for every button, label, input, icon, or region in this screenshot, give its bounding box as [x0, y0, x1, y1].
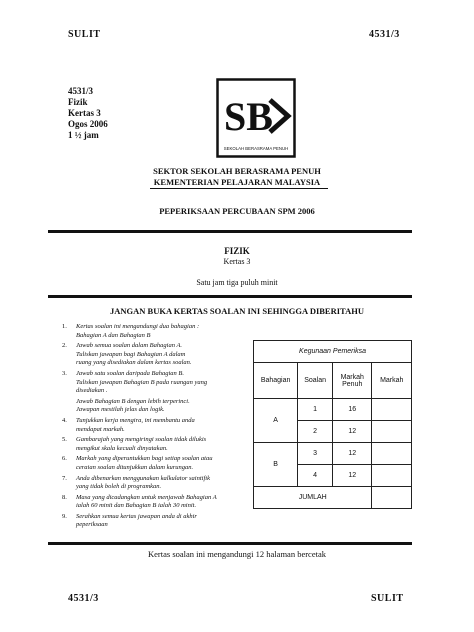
instruction-line: Tuliskan jawapan bagi Bahagian A dalam	[76, 350, 186, 358]
meta-subject: Fizik	[68, 97, 88, 107]
instruction-line: Masa yang dicadangkan untuk menjawab Bahagian A	[76, 493, 217, 501]
total-row	[254, 487, 412, 509]
instruction-line: Bahagian A dan Bahagian B	[76, 331, 151, 339]
col-header-marks: Markah	[372, 363, 412, 399]
question-cell: 2	[298, 421, 333, 443]
meta-duration: 1 ½ jam	[68, 130, 99, 140]
instruction-number: 4.	[62, 416, 67, 424]
mark-cell[interactable]	[372, 421, 412, 443]
full-mark-cell: 12	[332, 421, 372, 443]
col-header-question: Soalan	[298, 363, 333, 399]
instruction-line: Anda dibenarkan menggunakan kalkulator saintifik	[76, 474, 210, 482]
instruction-number: 2.	[62, 342, 67, 350]
logo-caption: SEKOLAH BERASRAMA PENUH	[223, 146, 289, 151]
subject-duration: Satu jam tiga puluh minit	[196, 278, 278, 287]
instruction-line: peperiksaan	[76, 521, 108, 529]
subject-paper: Kertas 3	[223, 257, 251, 266]
subject-name: FIZIK	[224, 246, 250, 256]
instruction-item	[62, 417, 248, 434]
instruction-number: 8.	[62, 493, 67, 501]
instruction-line: Kertas soalan ini mengandungi dua bahagian :	[76, 323, 200, 330]
full-mark-cell: 12	[332, 443, 372, 465]
section-cell: B	[254, 443, 298, 487]
question-cell: 1	[298, 399, 333, 421]
instruction-line: ruang yang disediakan dalam kertas soalan.	[76, 359, 192, 367]
meta-paper: Kertas 3	[68, 108, 101, 118]
instruction-number	[62, 398, 76, 415]
instruction-line: Serahkan semua kertas jawapan anda di akhir	[76, 512, 197, 520]
table-title: Kegunaan Pemeriksa	[254, 341, 412, 363]
instruction-number: 1.	[62, 323, 67, 330]
org-line-2: KEMENTERIAN PELAJARAN MALAYSIA	[153, 177, 321, 187]
instruction-item	[62, 370, 248, 396]
meta-code: 4531/3	[68, 86, 94, 96]
instruction-number: 6.	[62, 455, 67, 463]
table-row	[254, 399, 412, 421]
col-header-full: Markah Penuh	[332, 363, 372, 399]
instruction-item	[62, 436, 248, 453]
mark-cell[interactable]	[372, 443, 412, 465]
divider	[150, 188, 328, 189]
instruction-item	[62, 494, 248, 511]
instruction-item	[62, 342, 248, 368]
instruction-number: 3.	[62, 369, 67, 377]
examiner-table	[253, 340, 412, 509]
instruction-item	[62, 398, 248, 415]
total-label: JUMLAH	[254, 487, 372, 509]
full-mark-cell: 16	[332, 399, 372, 421]
instruction-line: Jawapan mestilah jelas dan logik.	[76, 406, 165, 414]
instruction-line: ialah 60 minit dan Bahagian B ialah 30 minit.	[76, 502, 197, 510]
header-right: 4531/3	[369, 29, 400, 40]
instruction-item	[62, 513, 248, 530]
footer-right: SULIT	[371, 593, 404, 604]
question-cell: 3	[298, 443, 333, 465]
total-mark-cell[interactable]	[372, 487, 412, 509]
section-cell: A	[254, 399, 298, 443]
instruction-item	[62, 323, 248, 340]
instruction-line: mengikut skala kecuali dinyatakan.	[76, 444, 168, 452]
logo-letters: SB	[224, 94, 273, 139]
instruction-number: 9.	[62, 512, 67, 520]
mark-cell[interactable]	[372, 399, 412, 421]
sbp-logo	[216, 78, 296, 158]
question-cell: 4	[298, 465, 333, 487]
footer-left: 4531/3	[68, 593, 99, 604]
instruction-line: ceraian soalan ditunjukkan dalam kurungan.	[76, 463, 194, 471]
instructions-list	[62, 323, 248, 532]
org-name	[0, 166, 474, 188]
instruction-line: Tunjukkan kerja mengira, ini membantu anda	[76, 416, 195, 424]
full-mark-cell: 12	[332, 465, 372, 487]
divider	[48, 230, 412, 233]
col-header-section: Bahagian	[254, 363, 298, 399]
footer-note: Kertas soalan ini mengandungi 12 halaman bercetak	[148, 549, 326, 559]
exam-title: PEPERIKSAAN PERCUBAAN SPM 2006	[159, 206, 315, 216]
instruction-line: Markah yang diperuntukkan bagi setiap soalan atau	[76, 455, 213, 463]
instruction-number: 7.	[62, 474, 67, 482]
warning-text: JANGAN BUKA KERTAS SOALAN INI SEHINGGA DIBERITAHU	[110, 306, 364, 316]
instruction-item	[62, 475, 248, 492]
paper-meta	[68, 86, 108, 141]
instruction-line: yang tidak boleh di programkan.	[76, 483, 162, 491]
instruction-number: 5.	[62, 436, 67, 444]
header-left: SULIT	[68, 29, 101, 40]
instruction-line: Gambarajah yang mengiringi soalan tidak dilukis	[76, 436, 207, 444]
org-line-1: SEKTOR SEKOLAH BERASRAMA PENUH	[153, 166, 321, 176]
instruction-line: disediakan .	[76, 387, 108, 395]
instruction-line: mendapat markah.	[76, 425, 125, 433]
instruction-line: Jawab Bahagian B dengan lebih terperinci.	[76, 397, 190, 405]
table-row	[254, 443, 412, 465]
instruction-item	[62, 455, 248, 472]
divider	[48, 295, 412, 298]
instruction-line: Jawab semua soalan dalam Bahagian A.	[76, 342, 183, 350]
meta-date: Ogos 2006	[68, 119, 108, 129]
instruction-line: Tuliskan jawapan Bahagian B pada ruangan yang	[76, 378, 208, 386]
mark-cell[interactable]	[372, 465, 412, 487]
divider	[48, 542, 412, 545]
instruction-line: Jawab satu soalan daripada Bahagian B.	[76, 369, 184, 377]
